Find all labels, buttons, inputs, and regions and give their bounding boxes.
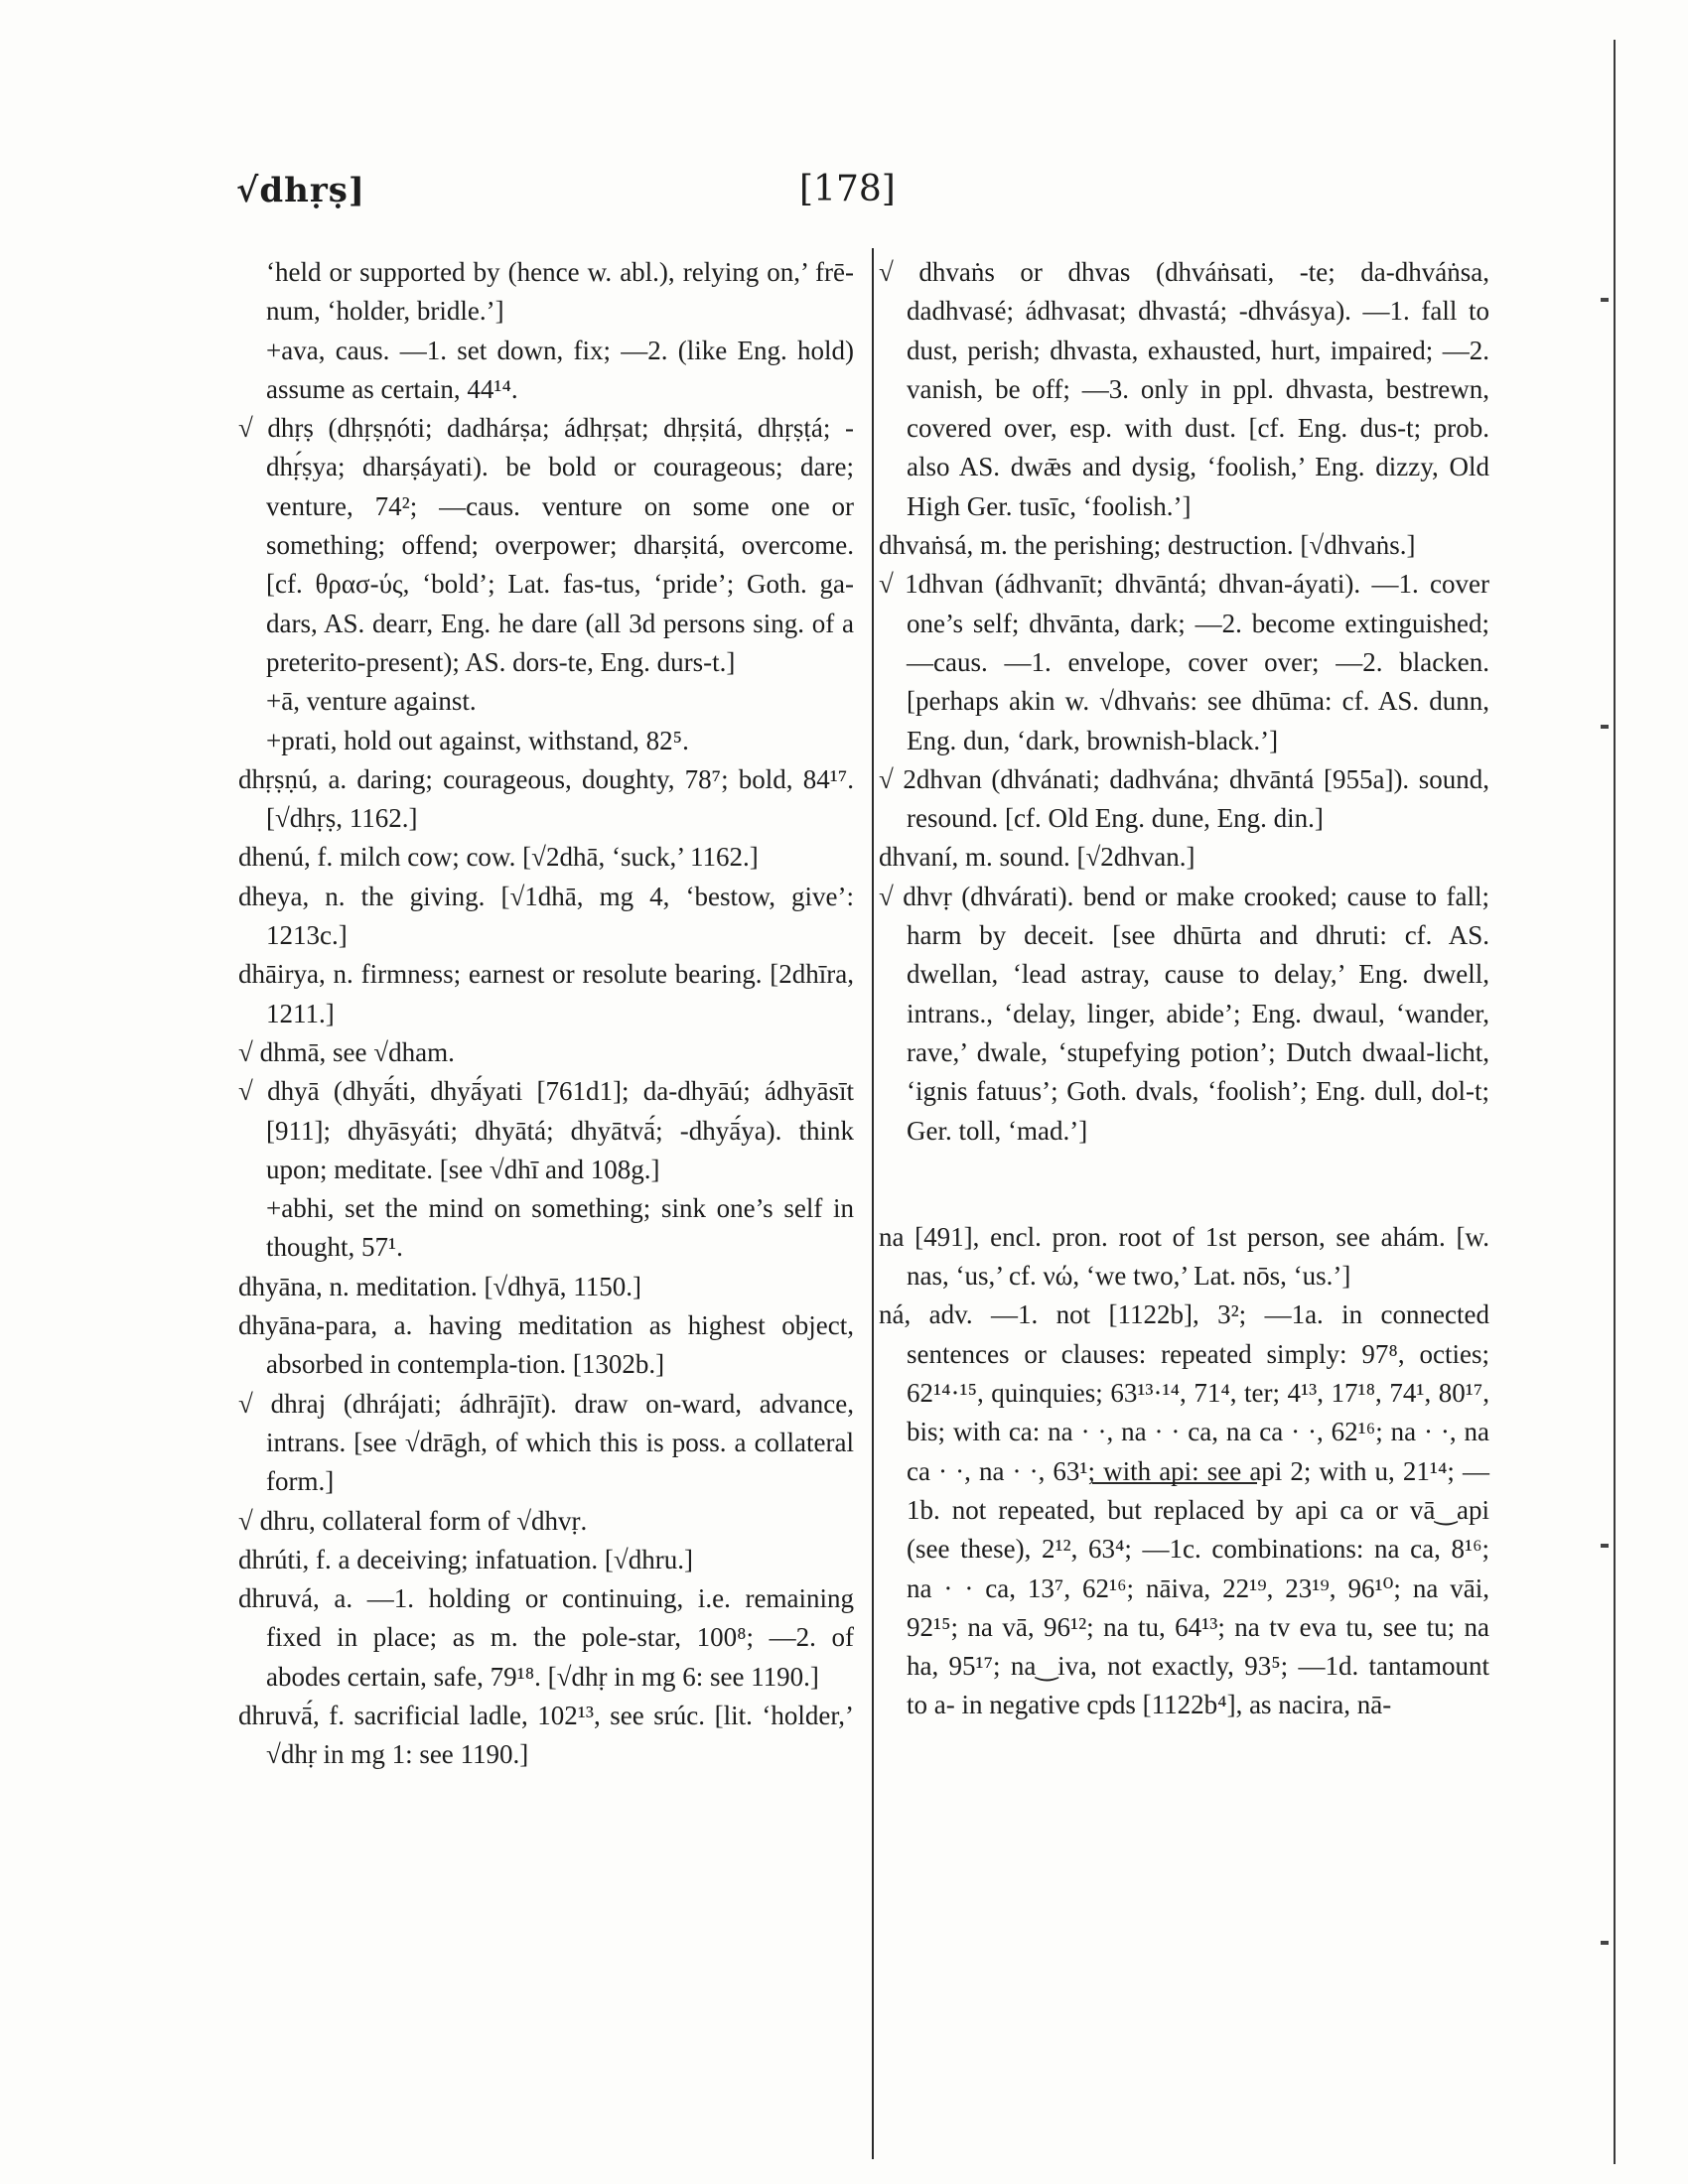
dictionary-entry: √ dhvaṅs or dhvas (dhváṅsati, -te; da-dhváṅsa, dadhvasé; ádhvasat; dhvastá; -dhvásya). —1. fall to dust, perish; dhvasta, exhausted, hurt, impaired; —2. vanish, be off; —3. only in ppl. dhvasta, bestrewn, covered over, esp. with dust. [cf. Eng. dus-t; prob. also AS. dwǣs and dysig, ‘foolish,’ Eng. dizzy, Old High Ger. tusīc, ‘foolish.’] <box>879 257 1489 521</box>
dictionary-entry: dhyāna, n. meditation. [√dhyā, 1150.] <box>238 1271 641 1301</box>
right-column <box>879 253 1489 1725</box>
subentry: +ava, caus. —1. set down, fix; —2. (like Eng. hold) assume as certain, 44¹⁴. <box>266 335 854 404</box>
scan-edge-mark <box>1601 298 1609 302</box>
page-header-headword: √dhṛṣ] <box>236 171 365 210</box>
right-column-dh-entries <box>879 253 1489 1151</box>
scan-edge-mark <box>1601 725 1609 729</box>
dictionary-entry: dhruvá, a. —1. holding or continuing, i.e. remaining fixed in place; as m. the pole-star, 100⁸; —2. of abodes certain, safe, 79¹⁸. [√dhṛ in mg 6: see 1190.] <box>238 1583 854 1692</box>
scan-edge-mark <box>1601 1941 1609 1945</box>
scan-edge-line <box>1614 40 1616 2164</box>
dictionary-entry: √ dhru, collateral form of √dhvṛ. <box>238 1505 588 1536</box>
dictionary-entry: dhrúti, f. a deceiving; infatuation. [√dhru.] <box>238 1544 693 1574</box>
right-column-n-entries <box>879 1218 1489 1725</box>
dictionary-entry: √ dhṛṣ (dhṛṣṇóti; dadhárṣa; ádhṛṣat; dhṛṣitá, dhṛṣṭá; -dhṛ́ṣya; dharṣáyati). be bold or courageous; dare; venture, 74²; —caus. venture on some one or something; offend; overpower; dharṣitá, overcome. [cf. θρασ-ύς, ‘bold’; Lat. fas-tus, ‘pride’; Goth. ga-dars, AS. dearr, Eng. he dare (all 3d persons sing. of a preterito-present); AS. dors-te, Eng. durs-t.] <box>238 413 854 677</box>
subentry: +abhi, set the mind on something; sink one’s self in thought, 57¹. <box>266 1193 854 1263</box>
dictionary-entry: √ dhraj (dhrájati; ádhrājīt). draw on-ward, advance, intrans. [see √drāgh, of which this is poss. a collateral form.] <box>238 1388 854 1497</box>
dictionary-entry: √ 2dhvan (dhvánati; dadhvána; dhvāntá [955a]). sound, resound. [cf. Old Eng. dune, Eng. din.] <box>879 763 1489 834</box>
dictionary-entry: √ 1dhvan (ádhvanīt; dhvāntá; dhvan-áyati). —1. cover one’s self; dhvānta, dark; —2. become extinguished; —caus. —1. envelope, cover over; —2. blacken. [perhaps akin w. √dhvaṅs: see dhūma: cf. AS. dunn, Eng. dun, ‘dark, brownish-black.’] <box>879 569 1489 755</box>
dictionary-entry: dhyāna-para, a. having meditation as highest object, absorbed in contempla-tion. [1302b.] <box>238 1310 854 1380</box>
dictionary-entry: dhāirya, n. firmness; earnest or resolute bearing. [2dhīra, 1211.] <box>238 959 854 1028</box>
entry-continuation: ‘held or supported by (hence w. abl.), relying on,’ frē-num, ‘holder, bridle.’] <box>266 257 854 327</box>
column-divider <box>872 248 874 2159</box>
page-number: [178] <box>799 169 896 209</box>
dictionary-entry: dhenú, f. milch cow; cow. [√2dhā, ‘suck,’ 1162.] <box>238 842 759 873</box>
dictionary-entry: dhruvā́, f. sacrificial ladle, 102¹³, see srúc. [lit. ‘holder,’ √dhṛ in mg 1: see 1190.] <box>238 1700 854 1770</box>
dictionary-entry: dhvaní, m. sound. [√2dhvan.] <box>879 842 1196 873</box>
dictionary-entry: ná, adv. —1. not [1122b], 3²; —1a. in connected sentences or clauses: repeated simply: 97⁸, octies; 62¹⁴·¹⁵, quinquies; 63¹³·¹⁴, 71⁴, ter; 4¹³, 17¹⁸, 74¹, 80¹⁷, bis; with ca: na · ·, na · · ca, na ca · ·, 62¹⁶; na · ·, na ca · ·, na · ·, 63¹; with api: see api 2; with u, 21¹⁴; —1b. not repeated, but replaced by api ca or vā‿api (see these), 2¹², 63⁴; —1c. combinations: na ca, 8¹⁶; na · · ca, 13⁷, 62¹⁶; nāiva, 22¹⁹, 23¹⁹, 96¹⁰; na vāi, 92¹⁵; na vā, 96¹²; na tu, 64¹³; na tv eva tu, see tu; na ha, 95¹⁷; na‿iva, not exactly, 93⁵; —1d. tantamount to a- in negative cpds [1122b⁴], as nacira, nā- <box>879 1299 1489 1720</box>
subentry: +prati, hold out against, withstand, 82⁵. <box>266 725 689 755</box>
dictionary-entry: √ dhyā (dhyā́ti, dhyā́yati [761d1]; da-dhyāú; ádhyāsīt [911]; dhyāsyáti; dhyātá; dhyātvā́; -dhyā́ya). think upon; meditate. [see √dhī and 108g.] <box>238 1076 854 1184</box>
dictionary-entry: dheya, n. the giving. [√1dhā, mg 4, ‘bestow, give’: 1213c.] <box>238 881 854 951</box>
dictionary-entry: dhvaṅsá, m. the perishing; destruction. [√dhvaṅs.] <box>879 530 1416 561</box>
scan-edge-mark <box>1601 1544 1609 1548</box>
dictionary-entry: na [491], encl. pron. root of 1st person, see ahám. [w. nas, ‘us,’ cf. νώ, ‘we two,’ Lat. nōs, ‘us.’] <box>879 1221 1489 1292</box>
dictionary-entry: dhṛṣṇú, a. daring; courageous, doughty, 78⁷; bold, 84¹⁷. [√dhṛṣ, 1162.] <box>238 763 854 834</box>
dictionary-entry: √ dhmā, see √dham. <box>238 1036 455 1067</box>
subentry: +ā, venture against. <box>266 686 477 717</box>
dictionary-entry: √ dhvṛ (dhvárati). bend or make crooked; cause to fall; harm by deceit. [see dhūrta and dhruti: cf. AS. dwellan, ‘lead astray, cause to delay,’ Eng. dwell, intrans., ‘delay, linger, abide’; Eng. dwaul, ‘wander, rave,’ dwale, ‘stupefying potion’; Dutch dwaal-licht, ‘ignis fatuus’; Goth. dvals, ‘foolish’; Eng. dull, dol-t; Ger. toll, ‘mad.’] <box>879 881 1489 1146</box>
left-column <box>238 253 854 1775</box>
